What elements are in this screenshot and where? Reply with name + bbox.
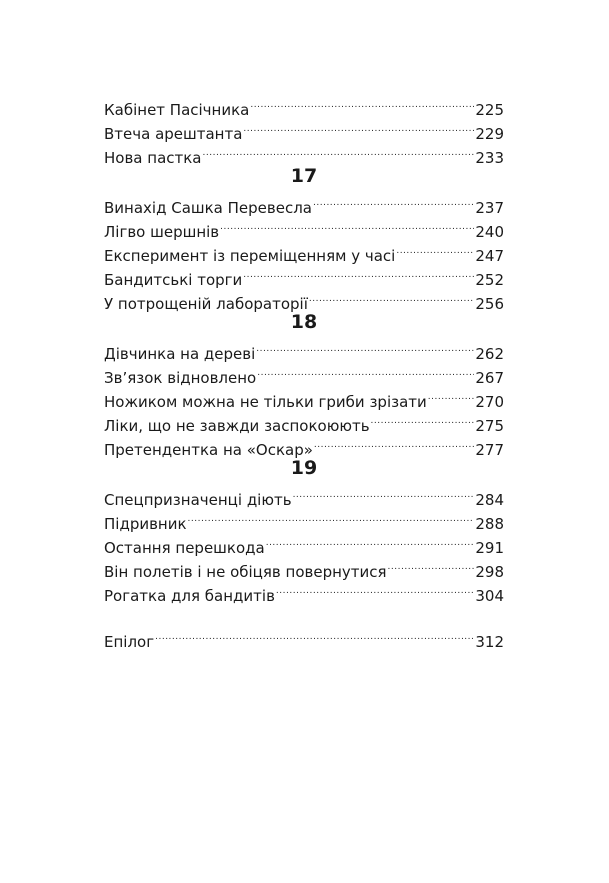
toc-entry: [104, 91, 504, 119]
toc-entry-title: Ножиком можна не тільки гриби зрізати: [104, 393, 427, 411]
toc-entry-title: Епілог: [104, 633, 155, 651]
toc-entry-title: Бандитські торги: [104, 271, 243, 289]
toc-entry: [104, 189, 504, 217]
part-heading: 18: [290, 311, 318, 333]
toc-entry-page: 240: [475, 223, 504, 241]
toc-entry-title: Експеримент із переміщенням у часі: [104, 247, 396, 265]
toc-entry-page: 291: [475, 539, 504, 557]
dot-leader: [220, 213, 474, 237]
dot-leader: [155, 623, 474, 647]
toc-entry-page: 225: [475, 101, 504, 119]
toc-entry-title: Кабінет Пасічника: [104, 101, 250, 119]
toc-entry-page: 275: [475, 417, 504, 435]
toc-entry-page: 267: [475, 369, 504, 387]
dot-leader: [293, 481, 475, 505]
dot-leader: [266, 529, 475, 553]
toc-entry-page: 312: [475, 633, 504, 651]
dot-leader: [309, 285, 474, 309]
dot-leader: [388, 553, 475, 577]
dot-leader: [396, 237, 474, 261]
toc-entry-page: 277: [475, 441, 504, 459]
toc-entry-page: 247: [475, 247, 504, 265]
dot-leader: [203, 139, 475, 163]
dot-leader: [371, 407, 475, 431]
toc-entry-title: Винахід Сашка Перевесла: [104, 199, 312, 217]
toc-entry-epilogue: [104, 623, 504, 651]
toc-entry-title: Спецпризначенці діють: [104, 491, 292, 509]
dot-leader: [428, 383, 475, 407]
dot-leader: [276, 577, 474, 601]
dot-leader: [257, 359, 474, 383]
toc-entry-page: 288: [475, 515, 504, 533]
toc-entry-page: 304: [475, 587, 504, 605]
toc-entry-page: 284: [475, 491, 504, 509]
toc-entry-title: Зв’язок відновлено: [104, 369, 257, 387]
toc-entry-title: Дівчинка на дереві: [104, 345, 256, 363]
toc-entry-title: Остання перешкода: [104, 539, 265, 557]
toc-entry-page: 298: [475, 563, 504, 581]
toc-entry-title: Він полетів і не обіцяв повернутися: [104, 563, 387, 581]
toc-entry: [104, 335, 504, 363]
dot-leader: [188, 505, 475, 529]
toc-entry: [104, 481, 504, 509]
toc-entry-title: Нова пастка: [104, 149, 202, 167]
toc-entry-page: 233: [475, 149, 504, 167]
dot-leader: [313, 189, 474, 213]
toc-entry-title: У потрощеній лабораторії: [104, 295, 308, 313]
toc-entry-title: Ліки, що не завжди заспокоюють: [104, 417, 370, 435]
toc-entry-title: Втеча арештанта: [104, 125, 243, 143]
toc-entry-title: Претендентка на «Оскар»: [104, 441, 313, 459]
toc-entry-page: 256: [475, 295, 504, 313]
toc-entry-page: 262: [475, 345, 504, 363]
toc-entry-page: 270: [475, 393, 504, 411]
dot-leader: [314, 431, 474, 455]
toc-entry-title: Лігво шершнів: [104, 223, 220, 241]
part-heading: 19: [290, 457, 318, 479]
dot-leader: [243, 261, 474, 285]
toc-entry-page: 252: [475, 271, 504, 289]
toc-entry-title: Підривник: [104, 515, 187, 533]
toc-entry-page: 229: [475, 125, 504, 143]
dot-leader: [250, 91, 474, 115]
toc-entry-page: 237: [475, 199, 504, 217]
toc-entry-title: Рогатка для бандитів: [104, 587, 275, 605]
dot-leader: [256, 335, 474, 359]
part-heading: 17: [290, 165, 318, 187]
table-of-contents: [104, 91, 504, 651]
dot-leader: [243, 115, 474, 139]
